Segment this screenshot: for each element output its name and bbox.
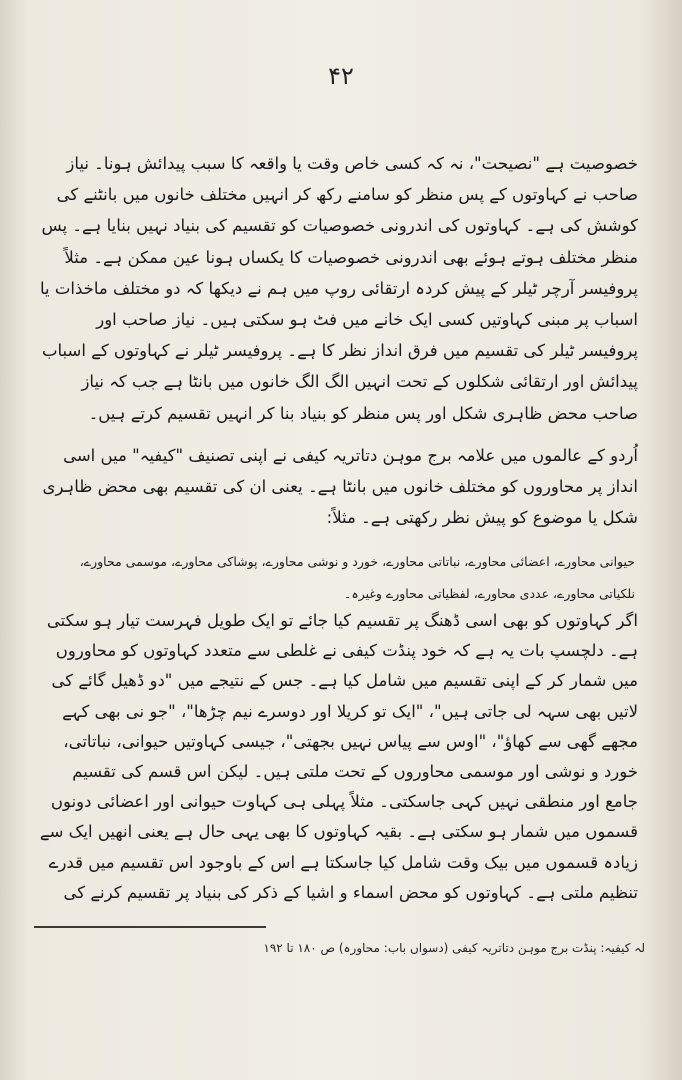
footnote-divider <box>34 926 266 928</box>
footnote: لہ کیفیہ: پنڈت برج موہن دتاتریہ کیفی (دسواں باب: محاورہ) ص ۱۸۰ تا ۱۹۲ <box>263 941 645 955</box>
paragraph-1: خصوصیت ہے "نصیحت"، نہ کہ کسی خاص وقت یا واقعہ کا سبب پیدائش ہونا۔ نیاز صاحب نے کہاوتوں کے پس منظر کو سامنے رکھ کر انہیں مختلف خانوں میں بانٹنے کی کوشش کی ہے۔ کہاوتوں کی اندرونی خصوصیات کو تقسیم کی بنیاد نہیں بنایا ہے۔ پس منظر مختلف ہوتے ہوئے بھی اندرونی خصوصیات کا یکساں ہونا عین ممکن ہے۔ مثلاً پروفیسر آرچر ٹیلر کے پیش کردہ ارتقائی روپ میں ہم نے دیکھا کہ دو مختلف ماخذات یا اسباب پر مبنی کہاوتیں کسی ایک خانے میں فٹ ہو سکتی ہیں۔ نیاز صاحب اور پروفیسر ٹیلر کی تقسیم میں فرق انداز نظر کا ہے۔ پروفیسر ٹیلر نے کہاوتوں کے اسباب پیدائش اور ارتقائی شکلوں کے تحت انہیں الگ الگ خانوں میں بانٹا ہے جب کہ نیاز صاحب محض ظاہری شکل اور پس منظر کو بنیاد بنا کر انہیں تقسیم کرتے ہیں۔ <box>40 154 638 423</box>
page-number: ۴۲ <box>328 62 354 90</box>
paragraph-2: اُردو کے عالموں میں علامہ برج موہن دتاتریہ کیفی نے اپنی تصنیف "کیفیہ" میں اسی انداز پر محاوروں کو مختلف خانوں میں بانٹا ہے۔ یعنی ان کی تقسیم بھی محض ظاہری شکل یا موضوع کو پیش نظر رکھتی ہے۔ مثلاً: <box>42 446 638 528</box>
paragraph-3: اگر کہاوتوں کو بھی اسی ڈھنگ پر تقسیم کیا جائے تو ایک طویل فہرست تیار ہو سکتی ہے۔ دلچسپ بات یہ ہے کہ خود پنڈت کیفی نے غلطی سے متعدد کہاوتوں کو محاوروں میں شمار کر کے اپنی تقسیم میں شامل کیا ہے۔ جس کے نتیجے میں "دو ڈھیل گائے کی لاتیں بھی سہہ لی جاتی ہیں"، "ایک تو کریلا اور دوسرے نیم چڑھا"، "جو نی بھی کہے مجھے گھی سے کھاؤ"، "اوس سے پیاس نہیں بجھتی"، جیسی کہاوتیں حیوانی، نباتاتی، خورد و نوشی اور موسمی محاوروں کے تحت ملتی ہیں۔ لیکن اس قسم کی تقسیم جامع اور منطقی نہیں کہی جاسکتی۔ مثلاً پہلی ہی کہاوت حیوانی اور اعضائی دونوں قسموں میں شمار ہو سکتی ہے۔ بقیہ کہاوتوں کا بھی یہی حال ہے یعنی انھیں ایک سے زیادہ قسموں میں بیک وقت شامل کیا جاسکتا ہے اس کے باوجود اس تقسیم میں قدرے تنظیم ملتی ہے۔ کہاوتوں کو محض اسماء و اشیا کے ذکر کی بنیاد پر تقسیم کرنے کی <box>39 611 638 902</box>
examples-list: حیوانی محاورے، اعضائی محاورے، نباتاتی محاورے، خورد و نوشی محاورے، پوشاکی محاورے، موسمی محاورے، نلکیاتی محاورے، عددی محاورے، لفظیاتی محاورے وغیرہ۔ <box>79 554 635 601</box>
